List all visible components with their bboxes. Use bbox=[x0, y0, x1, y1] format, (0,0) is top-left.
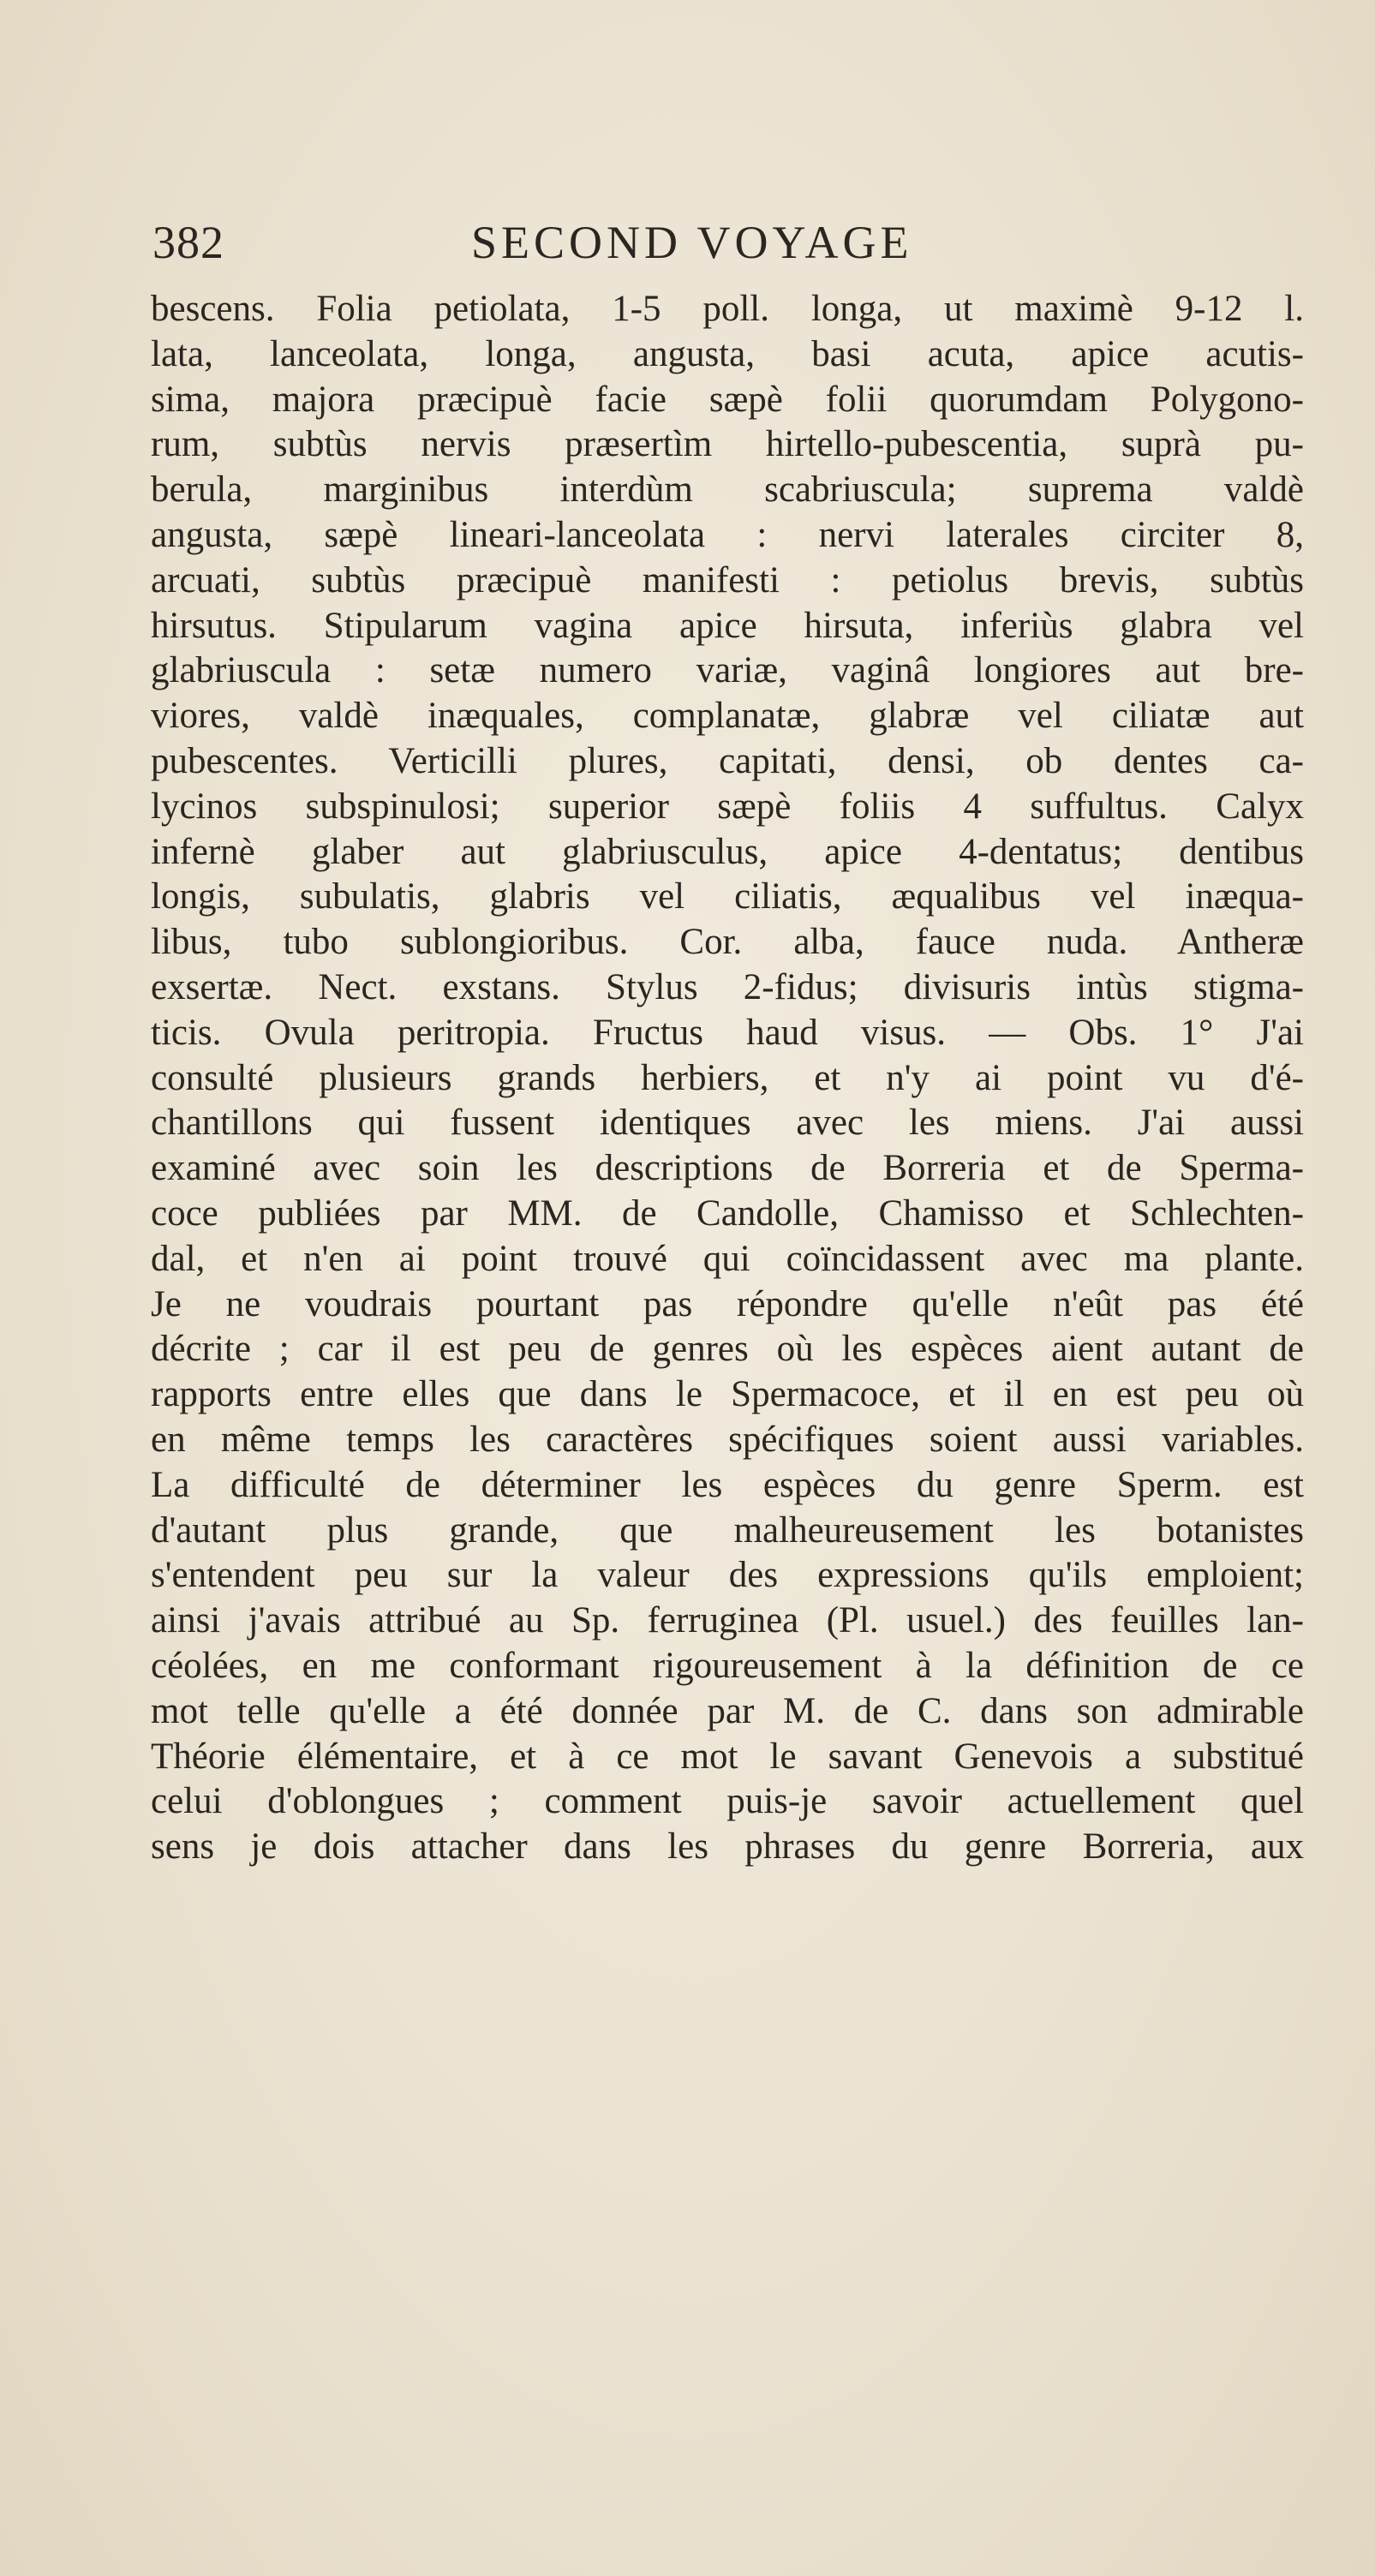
text-line: sima, majora præcipuè facie sæpè folii quorumdam Polygono- bbox=[151, 379, 1304, 420]
text-line: d'autant plus grande, que malheureusement les botanistes bbox=[151, 1509, 1304, 1551]
text-line: mot telle qu'elle a été donnée par M. de C. dans son admirable bbox=[151, 1690, 1304, 1731]
text-line: sens je dois attacher dans les phrases du genre Borreria, aux bbox=[151, 1826, 1304, 1868]
text-line: Théorie élémentaire, et à ce mot le savant Genevois a substitué bbox=[151, 1736, 1304, 1777]
text-line: celui d'oblongues ; comment puis-je savoir actuellement quel bbox=[151, 1781, 1304, 1822]
text-line: décrite ; car il est peu de genres où les espèces aient autant de bbox=[151, 1329, 1304, 1370]
text-line: s'entendent peu sur la valeur des expressions qu'ils emploient; bbox=[151, 1555, 1304, 1596]
text-line: examiné avec soin les descriptions de Borreria et de Sperma- bbox=[151, 1148, 1304, 1189]
page-header bbox=[152, 216, 1309, 276]
text-line: longis, subulatis, glabris vel ciliatis, æqualibus vel inæqua- bbox=[151, 876, 1304, 917]
text-line: consulté plusieurs grands herbiers, et n'y ai point vu d'é- bbox=[151, 1057, 1304, 1098]
text-line: ticis. Ovula peritropia. Fructus haud visus. — Obs. 1° J'ai bbox=[151, 1012, 1304, 1053]
running-head: SECOND VOYAGE bbox=[471, 217, 913, 268]
text-line: dal, et n'en ai point trouvé qui coïncidassent avec ma plante. bbox=[151, 1238, 1304, 1279]
text-line: rum, subtùs nervis præsertìm hirtello-pubescentia, suprà pu- bbox=[151, 424, 1304, 465]
text-line: coce publiées par MM. de Candolle, Chamisso et Schlechten- bbox=[151, 1192, 1304, 1234]
text-line: en même temps les caractères spécifiques soient aussi variables. bbox=[151, 1419, 1304, 1460]
text-line: Je ne voudrais pourtant pas répondre qu'elle n'eût pas été bbox=[151, 1283, 1304, 1324]
body-text bbox=[151, 287, 1304, 1870]
text-line: La difficulté de déterminer les espèces du genre Sperm. est bbox=[151, 1464, 1304, 1505]
text-line: bescens. Folia petiolata, 1-5 poll. longa, ut maximè 9-12 l. bbox=[151, 289, 1304, 329]
page-number: 382 bbox=[152, 217, 224, 268]
text-line: chantillons qui fussent identiques avec les miens. J'ai aussi bbox=[151, 1103, 1304, 1144]
text-line: céolées, en me conformant rigoureusement à la définition de ce bbox=[151, 1645, 1304, 1686]
text-line: berula, marginibus interdùm scabriuscula; suprema valdè bbox=[151, 469, 1304, 511]
text-line: libus, tubo sublongioribus. Cor. alba, fauce nuda. Antheræ bbox=[151, 922, 1304, 963]
text-line: hirsutus. Stipularum vagina apice hirsuta, inferiùs glabra vel bbox=[151, 605, 1304, 646]
text-line: infernè glaber aut glabriusculus, apice 4-dentatus; dentibus bbox=[151, 831, 1304, 872]
text-line: lycinos subspinulosi; superior sæpè foliis 4 suffultus. Calyx bbox=[151, 786, 1304, 827]
text-line: rapports entre elles que dans le Spermacoce, et il en est peu où bbox=[151, 1374, 1304, 1415]
text-line: arcuati, subtùs præcipuè manifesti : petiolus brevis, subtùs bbox=[151, 559, 1304, 601]
text-line: viores, valdè inæquales, complanatæ, glabræ vel ciliatæ aut bbox=[151, 696, 1304, 737]
text-line: lata, lanceolata, longa, angusta, basi acuta, apice acutis- bbox=[151, 333, 1304, 374]
text-line: ainsi j'avais attribué au Sp. ferruginea (Pl. usuel.) des feuilles lan- bbox=[151, 1600, 1304, 1641]
text-line: pubescentes. Verticilli plures, capitati, densi, ob dentes ca- bbox=[151, 740, 1304, 781]
text-line: glabriuscula : setæ numero variæ, vaginâ longiores aut bre- bbox=[151, 650, 1304, 691]
text-line: angusta, sæpè lineari-lanceolata : nervi laterales circiter 8, bbox=[151, 514, 1304, 555]
text-line: exsertæ. Nect. exstans. Stylus 2-fidus; divisuris intùs stigma- bbox=[151, 966, 1304, 1007]
